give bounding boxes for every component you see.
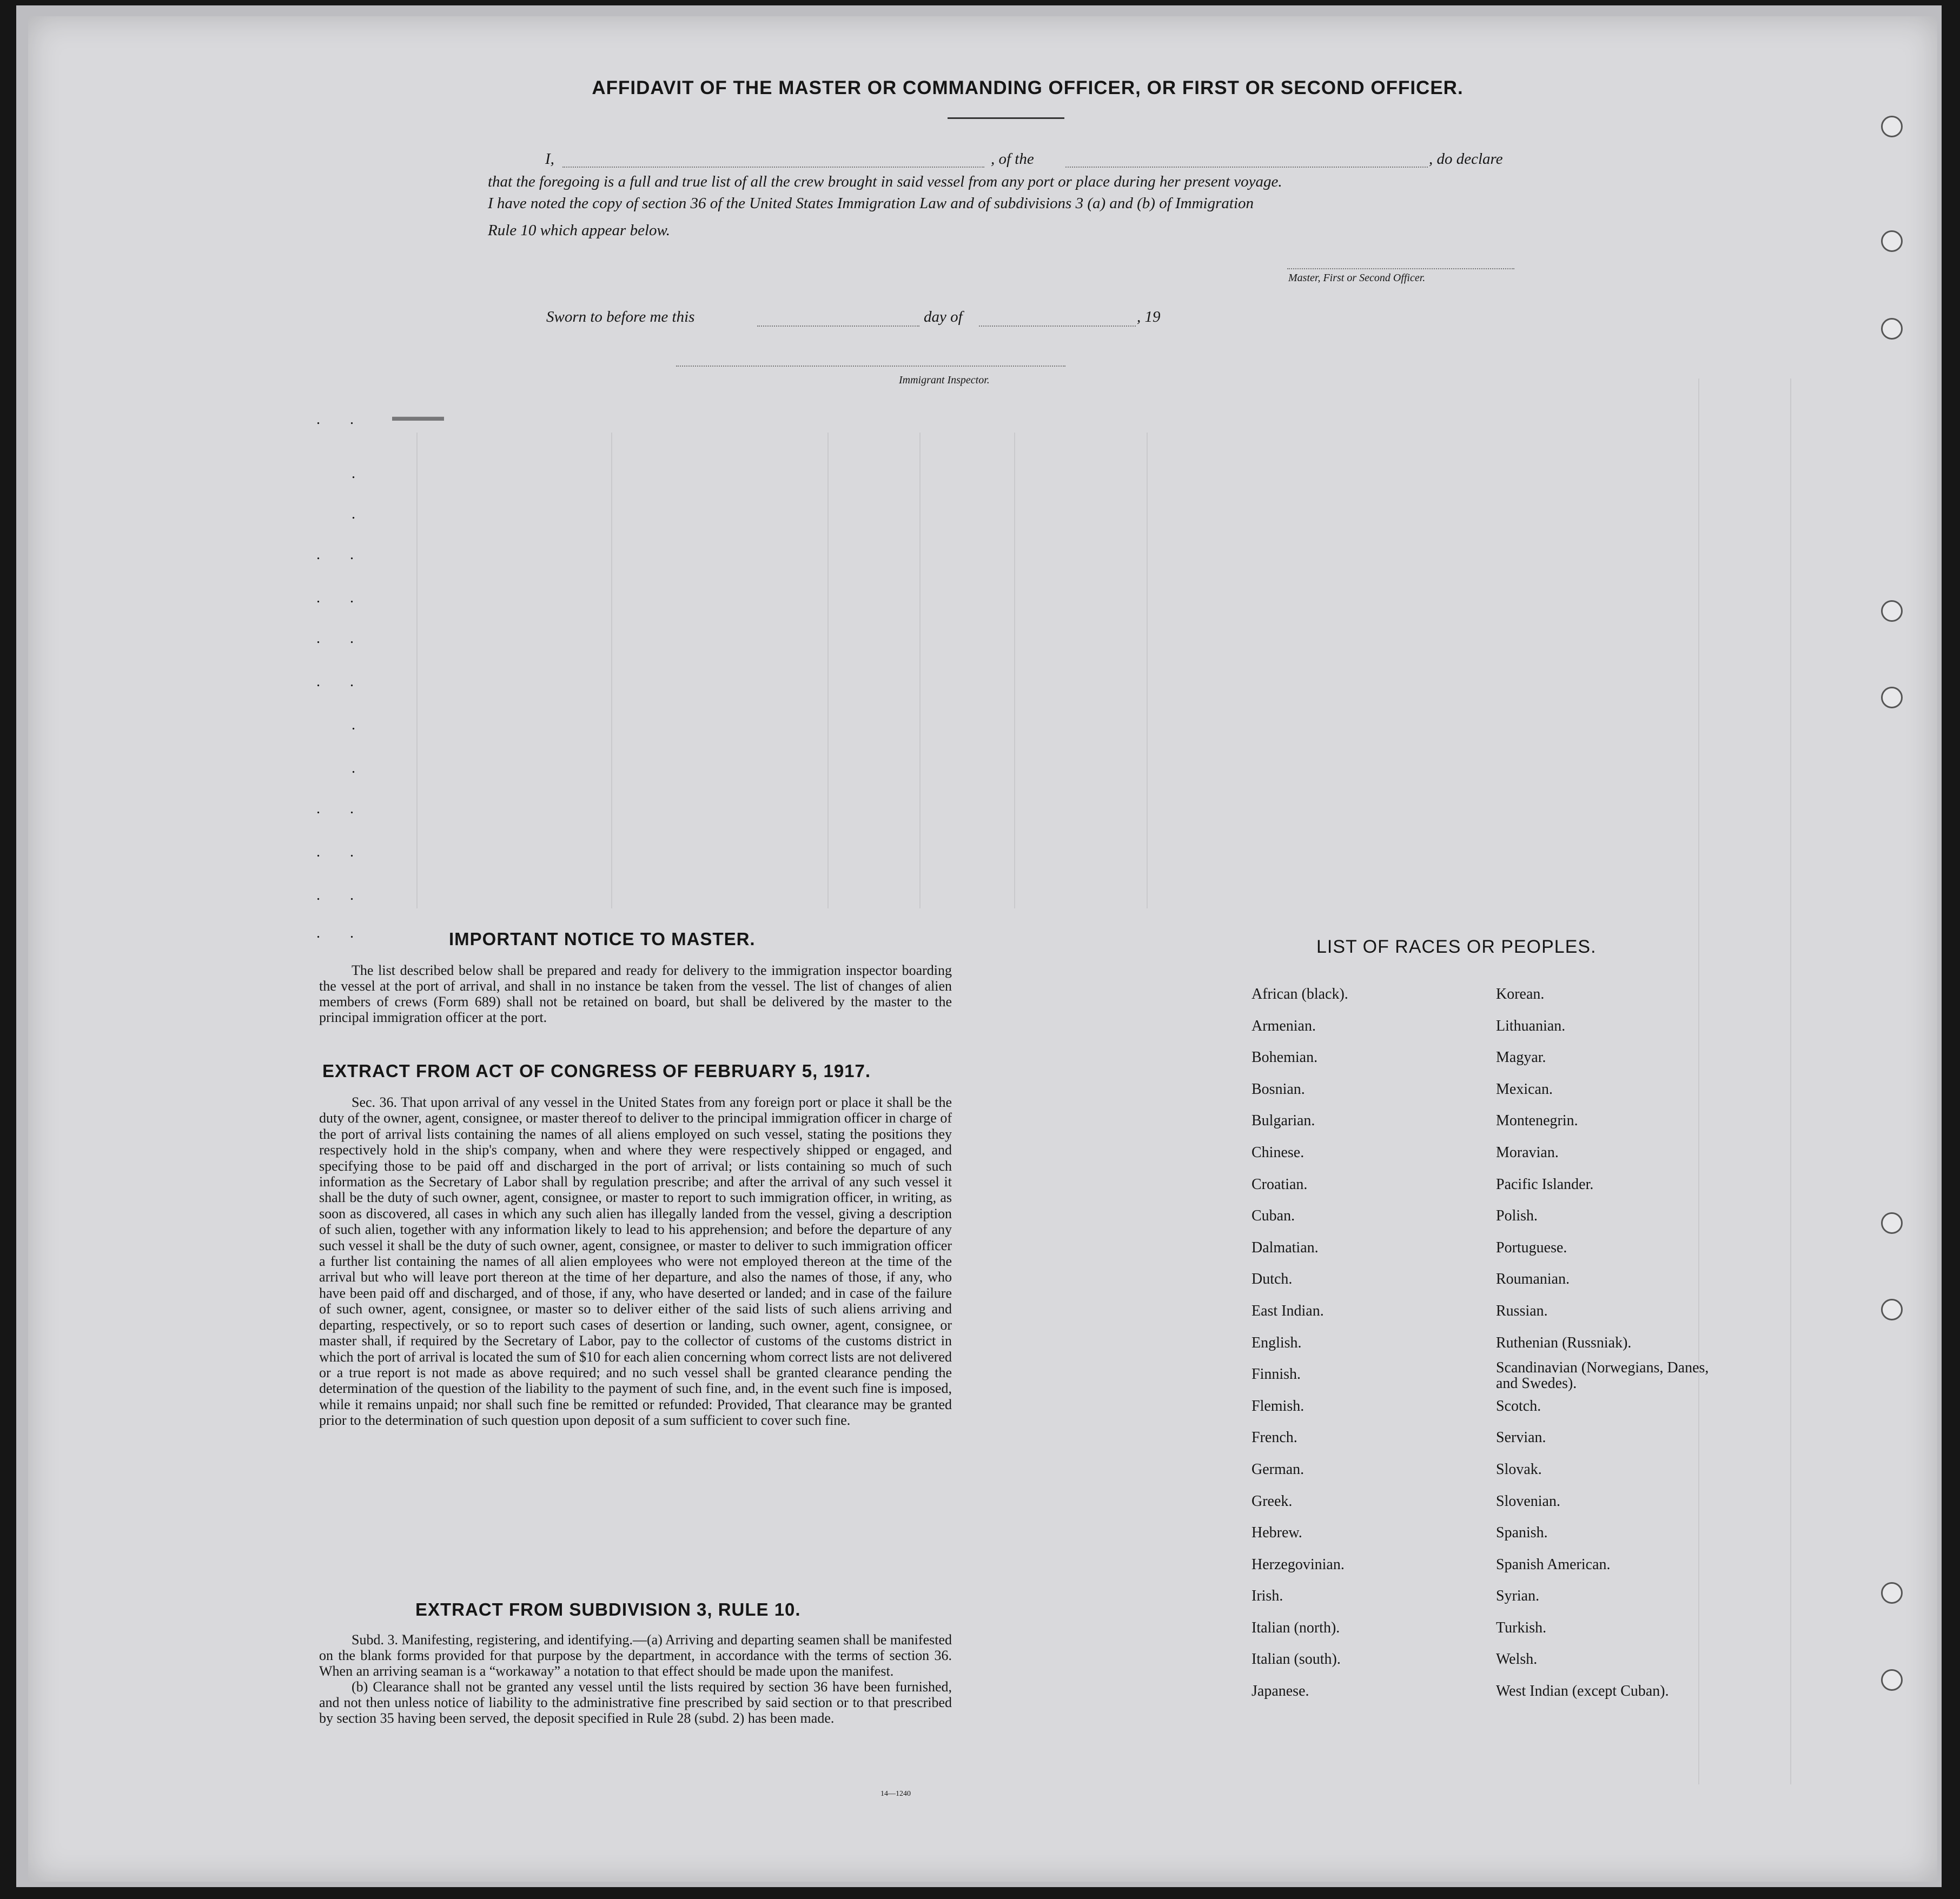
row-markers: . xyxy=(352,760,368,776)
row-markers: . xyxy=(352,506,368,522)
race-item: Russian. xyxy=(1496,1302,1548,1319)
bleed-through-column xyxy=(1147,433,1148,908)
row-markers: . . xyxy=(316,411,367,428)
race-item: Korean. xyxy=(1496,986,1545,1002)
extract-act-paragraph: Sec. 36. That upon arrival of any vessel in the United States from any foreign port or place it shall be the duty of the owner, agent, consignee, or master thereof to deliver to the principal immigration officer in charge of the port of arrival lists containing the names of all aliens employed on such vessel, stating the positions they respectively hold in the ship's company, when and where they were respectively shipped or engaged, and specifying those to be paid off and discharged in the port of arrival; or lists containing so much of such information as the Secretary of Labor shall by regulation prescribe; and after the arrival of any such vessel it shall be the duty of such owner, agent, consignee, or master to report to such immigration officer, in writing, as soon as discovered, all cases in which any such alien has illegally landed from the vessel, giving a description of such alien, together with any information likely to lead to his apprehension; and before the departure of any such vessel it shall be the duty of such owner, agent, consignee, or master to deliver to such immigration officer a further list containing the names of all alien employees who were not employed thereon at the time of the arrival but who will leave port thereon at the time of her departure, and also the names of those, if any, who have been paid off and discharged, and of those, if any, who have deserted or landed; and in case of the failure of such owner, agent, consignee, or master so to deliver either of the said lists of such aliens arriving and departing, respectively, or so to report such cases of desertion or landing, such owner, agent, consignee, or master shall, if required by the Secretary of Labor, pay to the collector of customs of the customs district in which the port of arrival is located the sum of $10 for each alien concerning whom correct lists are not delivered or a true report is not made as above required; and no such vessel shall be granted clearance pending the determination of the question of the liability to the payment of such fine, and, in the event such fine is imposed, while it remains unpaid; nor shall such fine be remitted or refunded: Provided, That clearance may be granted prior to the determination of such question upon deposit of a sum sufficient to cover such fine. xyxy=(319,1094,952,1429)
race-item: Scotch. xyxy=(1496,1397,1541,1415)
binder-hole xyxy=(1881,687,1903,708)
title-rule xyxy=(948,117,1064,119)
bleed-through-column xyxy=(919,433,921,908)
race-item: Portuguese. xyxy=(1496,1239,1567,1256)
race-item: Bohemian. xyxy=(1252,1049,1318,1066)
name-blank[interactable] xyxy=(562,167,984,168)
sworn-month-blank[interactable] xyxy=(979,326,1136,327)
extract-rule-paragraph-a: Subd. 3. Manifesting, registering, and identifying.—(a) Arriving and departing seamen shall be manifested on the blank forms provided for that purpose by the department, in accordance with the terms of section 36. When an arriving seaman is a “workaway” a notation to that effect should be made upon the manifest. xyxy=(319,1632,952,1679)
row-markers: . . xyxy=(316,800,367,817)
vessel-blank[interactable] xyxy=(1065,167,1428,168)
race-item: Herzegovinian. xyxy=(1252,1556,1345,1573)
affidavit-of-the: , of the xyxy=(991,150,1034,168)
race-item: Roumanian. xyxy=(1496,1271,1570,1288)
race-item: Turkish. xyxy=(1496,1619,1547,1636)
row-markers: . xyxy=(352,465,368,482)
race-item: Chinese. xyxy=(1252,1144,1305,1161)
race-item: Flemish. xyxy=(1252,1397,1305,1415)
extract-rule-paragraph-b: (b) Clearance shall not be granted any vessel until the lists required by section 36 have been furnished, and not then unless notice of liability to the administrative fine prescribed by said section or to that prescribed by section 35 having been served, the deposit specified in Rule 28 (subd. 2) has been made. xyxy=(319,1679,952,1726)
race-item: Irish. xyxy=(1252,1588,1283,1605)
binder-hole xyxy=(1881,1212,1903,1234)
race-item: Dalmatian. xyxy=(1252,1239,1319,1256)
race-item: Japanese. xyxy=(1252,1683,1309,1700)
race-item: Hebrew. xyxy=(1252,1524,1302,1542)
race-item: Scandinavian (Norwegians, Danes, and Swedes). xyxy=(1496,1359,1709,1392)
race-item: West Indian (except Cuban). xyxy=(1496,1683,1669,1700)
race-item: English. xyxy=(1252,1334,1302,1351)
race-item: Armenian. xyxy=(1252,1017,1316,1034)
race-item: French. xyxy=(1252,1429,1297,1446)
affidavit-i: I, xyxy=(545,150,554,168)
sworn-year: , 19 xyxy=(1137,308,1161,326)
race-item: Greek. xyxy=(1252,1492,1293,1510)
binder-hole xyxy=(1881,600,1903,622)
row-markers: . xyxy=(352,716,368,733)
sworn-day-blank[interactable] xyxy=(757,326,919,327)
extract-rule-heading: EXTRACT FROM SUBDIVISION 3, RULE 10. xyxy=(415,1599,801,1619)
row-markers: . . xyxy=(316,589,367,606)
race-item: Spanish. xyxy=(1496,1524,1548,1542)
race-item: Moravian. xyxy=(1496,1144,1559,1161)
binder-hole xyxy=(1881,230,1903,252)
extract-act-text xyxy=(319,1094,952,1429)
bleed-through-column xyxy=(1790,379,1791,1784)
row-markers: . . xyxy=(316,630,367,647)
inspector-signature-line[interactable] xyxy=(676,366,1065,367)
race-item: Mexican. xyxy=(1496,1080,1553,1098)
race-item: African (black). xyxy=(1252,986,1348,1002)
race-item: Finnish. xyxy=(1252,1366,1301,1383)
affidavit-line-4: Rule 10 which appear below. xyxy=(488,222,670,239)
race-item: Dutch. xyxy=(1252,1271,1293,1288)
affidavit-line-3: I have noted the copy of section 36 of the United States Immigration Law and of subdivisions 3 (a) and (b) of Immigration xyxy=(488,195,1254,212)
binder-hole xyxy=(1881,1299,1903,1320)
notice-heading: IMPORTANT NOTICE TO MASTER. xyxy=(449,929,756,949)
binder-hole xyxy=(1881,116,1903,137)
race-item: Bosnian. xyxy=(1252,1080,1305,1098)
race-item: Slovak. xyxy=(1496,1460,1542,1478)
affidavit-title: AFFIDAVIT OF THE MASTER OR COMMANDING OFFICER, OR FIRST OR SECOND OFFICER. xyxy=(592,77,1464,98)
row-markers: . . xyxy=(316,887,367,904)
races-heading: LIST OF RACES OR PEOPLES. xyxy=(1316,937,1597,957)
binder-hole xyxy=(1881,1582,1903,1604)
race-item: Croatian. xyxy=(1252,1176,1308,1193)
row-markers: . . xyxy=(316,925,367,941)
race-item: Slovenian. xyxy=(1496,1492,1560,1510)
races-right-column xyxy=(1496,979,1723,1708)
bleed-through-column xyxy=(416,433,418,908)
race-item: East Indian. xyxy=(1252,1302,1324,1319)
inspector-label: Immigrant Inspector. xyxy=(899,374,990,386)
smudge-mark: ▬▬▬▬ xyxy=(392,410,444,424)
sworn-day-of: day of xyxy=(924,308,963,326)
notice-text xyxy=(319,962,952,1025)
extract-act-heading: EXTRACT FROM ACT OF CONGRESS OF FEBRUARY 5, 1917. xyxy=(322,1061,871,1081)
race-item: German. xyxy=(1252,1460,1305,1478)
race-item: Servian. xyxy=(1496,1429,1546,1446)
bleed-through-column xyxy=(611,433,612,908)
race-item: Spanish American. xyxy=(1496,1556,1611,1573)
race-item: Welsh. xyxy=(1496,1651,1538,1668)
bleed-through-column xyxy=(1014,433,1015,908)
affidavit-declare: , do declare xyxy=(1429,150,1503,168)
binder-hole xyxy=(1881,1669,1903,1691)
race-item: Italian (north). xyxy=(1252,1619,1340,1636)
row-markers: . . xyxy=(316,844,367,860)
race-item: Montenegrin. xyxy=(1496,1112,1578,1130)
binder-hole xyxy=(1881,318,1903,340)
race-item: Syrian. xyxy=(1496,1588,1540,1605)
signature-label: Master, First or Second Officer. xyxy=(1288,272,1426,284)
race-item: Italian (south). xyxy=(1252,1651,1341,1668)
extract-rule-text xyxy=(319,1632,952,1726)
form-number: 14—1240 xyxy=(880,1790,911,1798)
sworn-text: Sworn to before me this xyxy=(546,308,695,326)
race-item: Magyar. xyxy=(1496,1049,1546,1066)
race-item: Lithuanian. xyxy=(1496,1017,1566,1034)
bleed-through-column xyxy=(827,433,829,908)
race-item: Cuban. xyxy=(1252,1207,1295,1225)
row-markers: . . xyxy=(316,546,367,563)
race-item: Pacific Islander. xyxy=(1496,1176,1594,1193)
race-item: Bulgarian. xyxy=(1252,1112,1315,1130)
notice-paragraph: The list described below shall be prepared and ready for delivery to the immigration inspector boarding the vessel at the port of arrival, and shall in no instance be taken from the vessel. The list of changes of alien members of crews (Form 689) shall not be retained on board, but shall be delivered by the master to the principal immigration officer at the port. xyxy=(319,962,952,1025)
row-markers: . . xyxy=(316,673,367,690)
race-item: Ruthenian (Russniak). xyxy=(1496,1334,1632,1351)
signature-line[interactable] xyxy=(1287,268,1514,269)
races-left-column xyxy=(1252,979,1348,1708)
race-item: Polish. xyxy=(1496,1207,1538,1225)
affidavit-line-2: that the foregoing is a full and true list of all the crew brought in said vessel from any port or place during her present voyage. xyxy=(488,173,1282,190)
